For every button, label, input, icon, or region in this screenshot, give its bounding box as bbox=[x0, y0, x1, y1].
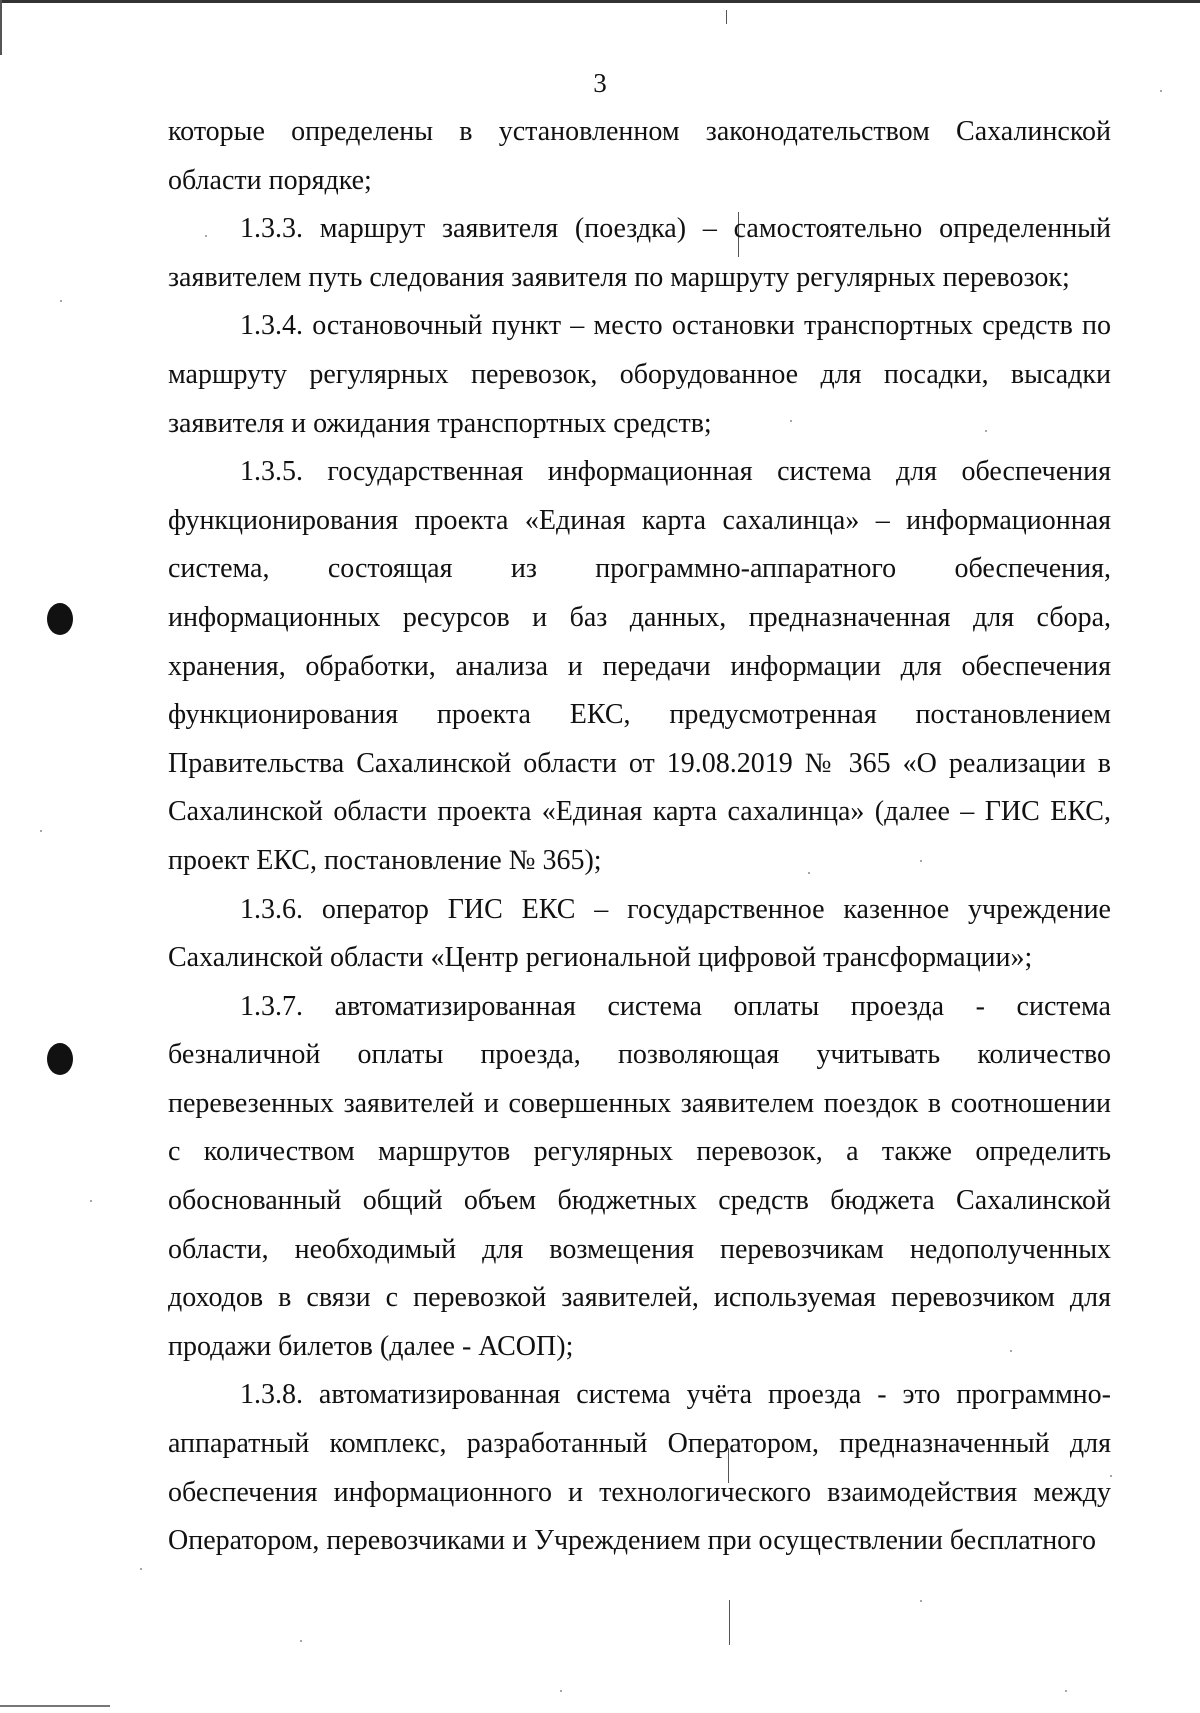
scan-bottom-border bbox=[0, 1705, 110, 1707]
document-body bbox=[168, 108, 1111, 1566]
paragraph-1-3-6: 1.3.6. оператор ГИС ЕКС – государственное казенное учреждение Сахалинской области «Центр региональной цифровой трансформации»; bbox=[168, 893, 1111, 974]
scan-speck bbox=[40, 830, 42, 832]
scan-top-border bbox=[0, 0, 1200, 3]
page-number: 3 bbox=[593, 68, 607, 98]
punch-hole-lower bbox=[47, 1043, 73, 1075]
paragraph-1-3-3: 1.3.3. маршрут заявителя (поездка) – самостоятельно определенный заявителем путь следования заявителя по маршруту регулярных перевозок; bbox=[168, 213, 1111, 293]
scan-speck bbox=[560, 1690, 562, 1692]
scan-fold-mark bbox=[729, 1600, 730, 1645]
paragraph-1-3-5: 1.3.5. государственная информационная система для обеспечения функционирования проекта «Единая карта сахалинца» – информационная система, состоящая из программно-аппаратного обеспечения, информационных ресурсов и баз данных, предназначенная для сбора, хранения, обработки, анализа и передачи информации для обеспечения функционирования проекта ЕКС, предусмотренная постановлением Правительства Сахалинской области от 19.08.2019 № 365 «О реализации в Сахалинской области проекта «Единая карта сахалинца» (далее – ГИС ЕКС, проект ЕКС, постановление № 365); bbox=[168, 456, 1111, 876]
scan-fold-mark bbox=[726, 10, 727, 24]
punch-hole-upper bbox=[47, 603, 73, 635]
scan-speck bbox=[920, 1600, 922, 1602]
scan-speck bbox=[1065, 1690, 1067, 1692]
scan-left-border bbox=[0, 0, 2, 55]
paragraph-continuation: которые определены в установленном законодательством Сахалинской области порядке; bbox=[168, 116, 1111, 196]
paragraph-1-3-4: 1.3.4. остановочный пункт – место остановки транспортных средств по маршруту регулярных перевозок, оборудованное для посадки, высадки заявителя и ожидания транспортных средств; bbox=[168, 310, 1111, 439]
scan-speck bbox=[140, 1568, 142, 1570]
scan-speck bbox=[90, 1200, 92, 1202]
paragraph-1-3-8: 1.3.8. автоматизированная система учёта проезда - это программно-аппаратный комплекс, разработанный Оператором, предназначенный для обеспечения информационного и технологического взаимодействия между Оператором, перевозчиками и Учреждением при осуществлении бесплатного bbox=[168, 1379, 1111, 1557]
scan-speck bbox=[300, 1640, 302, 1642]
paragraph-1-3-7: 1.3.7. автоматизированная система оплаты проезда - система безналичной оплаты проезда, позволяющая учитывать количество перевезенных заявителей и совершенных заявителем поездок в соотношении с количеством маршрутов регулярных перевозок, а также определить обоснованный общий объем бюджетных средств бюджета Сахалинской области, необходимый для возмещения перевозчикам недополученных доходов в связи с перевозкой заявителей, используемая перевозчиком для продажи билетов (далее - АСОП); bbox=[168, 990, 1111, 1362]
scan-speck bbox=[60, 300, 62, 302]
